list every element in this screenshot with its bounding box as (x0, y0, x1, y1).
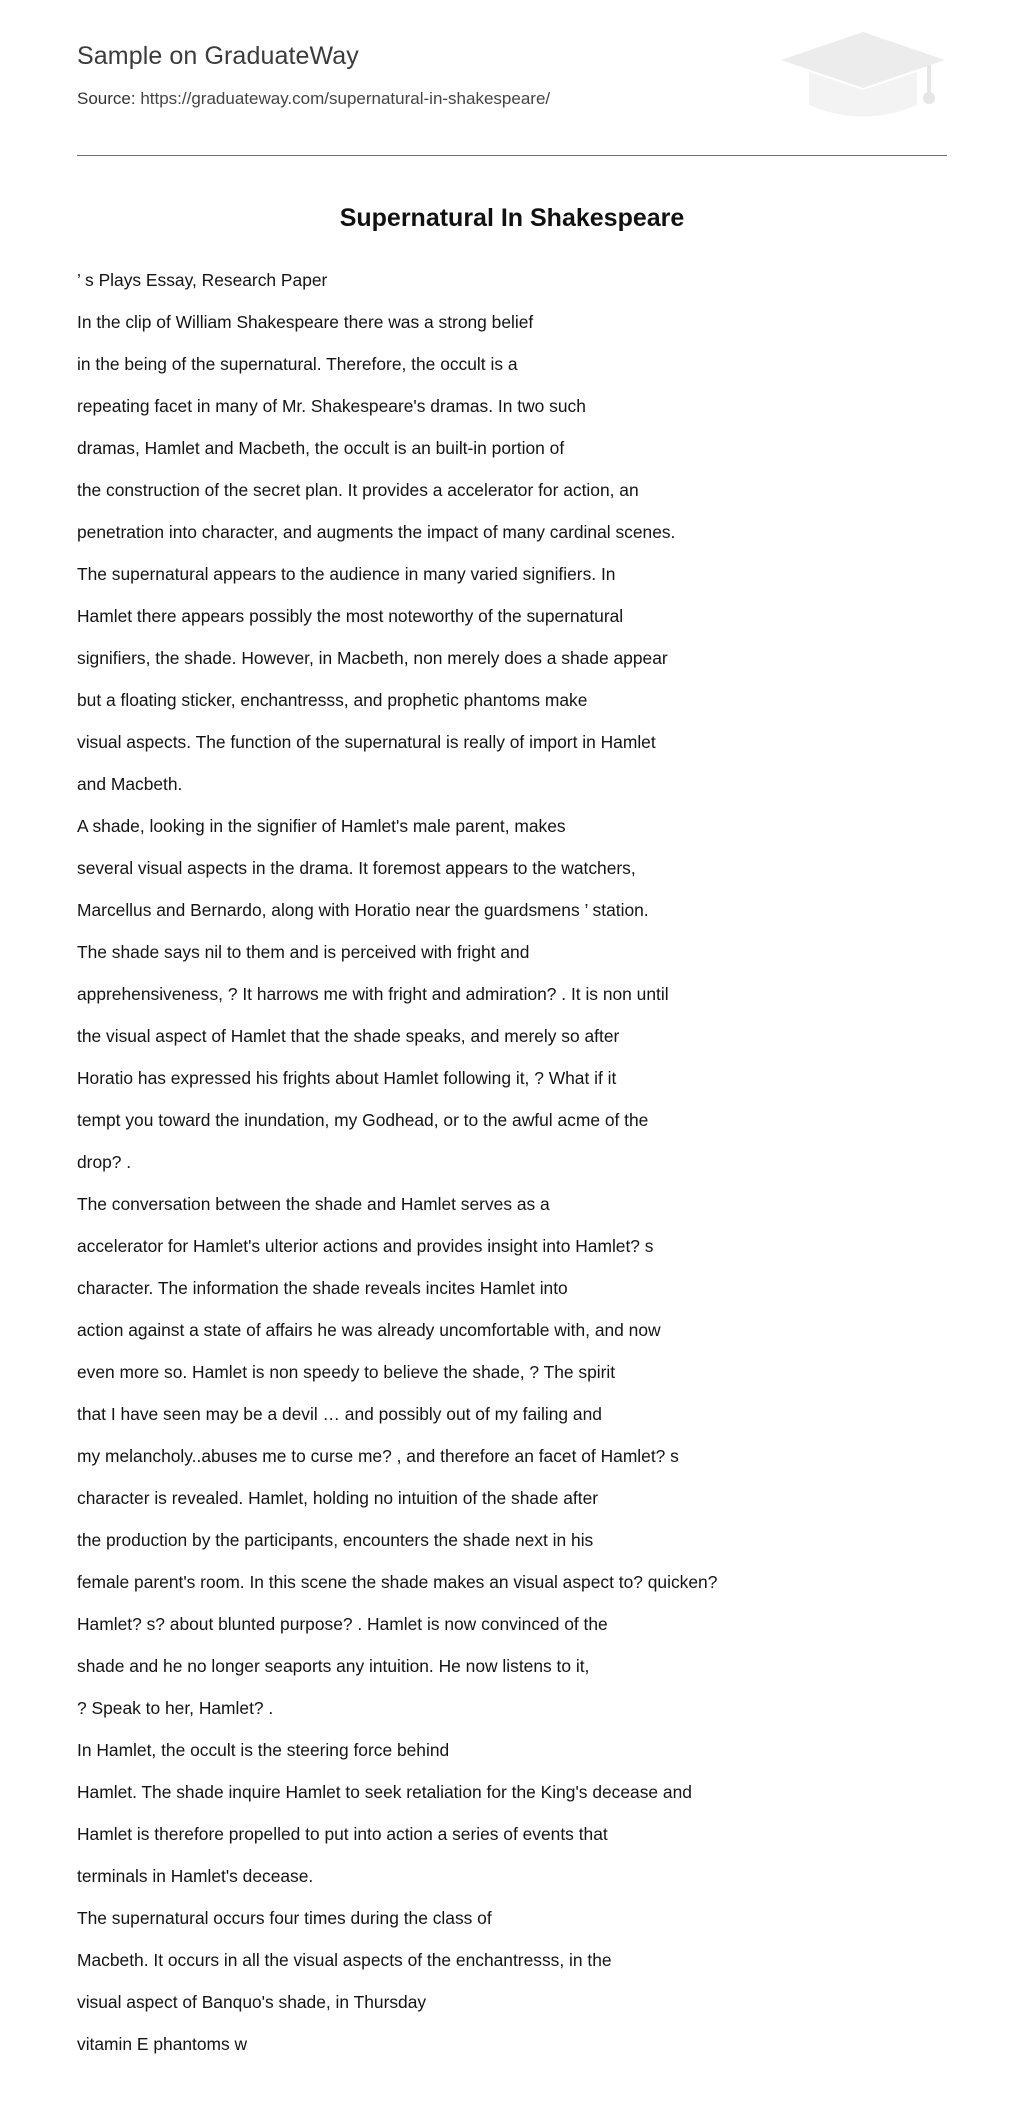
text-line: character is revealed. Hamlet, holding no intuition of the shade after (77, 1488, 599, 1508)
text-line: Marcellus and Bernardo, along with Horatio near the guardsmens ’ station. (77, 900, 649, 920)
text-line: In Hamlet, the occult is the steering force behind (77, 1740, 450, 1760)
text-line: apprehensiveness, ? It harrows me with fright and admiration? . It is non until (77, 984, 669, 1004)
text-line: A shade, looking in the signifier of Hamlet's male parent, makes (77, 816, 566, 836)
header-divider (77, 155, 947, 156)
text-line: visual aspects. The function of the supernatural is really of import in Hamlet (77, 732, 656, 752)
source-label: Source: (77, 89, 136, 108)
text-line: but a floating sticker, enchantresss, and prophetic phantoms make (77, 690, 588, 710)
text-line: in the being of the supernatural. Therefore, the occult is a (77, 354, 518, 374)
text-line: drop? . (77, 1152, 132, 1172)
text-line: accelerator for Hamlet's ulterior actions and provides insight into Hamlet? s (77, 1236, 654, 1256)
text-line: terminals in Hamlet's decease. (77, 1866, 314, 1886)
text-line: dramas, Hamlet and Macbeth, the occult is an built-in portion of (77, 438, 565, 458)
text-line: The conversation between the shade and Hamlet serves as a (77, 1194, 550, 1214)
text-line: and Macbeth. (77, 774, 183, 794)
text-line: even more so. Hamlet is non speedy to believe the shade, ? The spirit (77, 1362, 616, 1382)
text-line: Hamlet? s? about blunted purpose? . Hamlet is now convinced of the (77, 1614, 608, 1634)
page-header (77, 0, 947, 156)
text-line: Horatio has expressed his frights about Hamlet following it, ? What if it (77, 1068, 617, 1088)
essay-body (77, 265, 947, 2071)
text-line: shade and he no longer seaports any intuition. He now listens to it, (77, 1656, 590, 1676)
text-line: my melancholy..abuses me to curse me? , and therefore an facet of Hamlet? s (77, 1446, 679, 1466)
text-line: The supernatural occurs four times during the class of (77, 1908, 492, 1928)
text-line: repeating facet in many of Mr. Shakespeare's dramas. In two such (77, 396, 586, 416)
text-line: Hamlet is therefore propelled to put into action a series of events that (77, 1824, 608, 1844)
text-line: The shade says nil to them and is perceived with fright and (77, 942, 530, 962)
text-line: Hamlet. The shade inquire Hamlet to seek retaliation for the King's decease and (77, 1782, 692, 1802)
text-line: character. The information the shade reveals incites Hamlet into (77, 1278, 568, 1298)
text-line: ? Speak to her, Hamlet? . (77, 1698, 274, 1718)
text-line: tempt you toward the inundation, my Godhead, or to the awful acme of the (77, 1110, 649, 1130)
text-line: action against a state of affairs he was already uncomfortable with, and now (77, 1320, 661, 1340)
text-line: Hamlet there appears possibly the most noteworthy of the supernatural (77, 606, 624, 626)
text-line: that I have seen may be a devil … and possibly out of my failing and (77, 1404, 602, 1424)
text-line: the production by the participants, encounters the shade next in his (77, 1530, 594, 1550)
text-line: penetration into character, and augments the impact of many cardinal scenes. (77, 522, 676, 542)
text-line: The supernatural appears to the audience in many varied signifiers. In (77, 564, 616, 584)
site-brand: Sample on GraduateWay (77, 42, 359, 70)
graduation-cap-icon (779, 30, 947, 134)
source-link[interactable]: https://graduateway.com/supernatural-in-shakespeare/ (140, 89, 551, 108)
text-line: the visual aspect of Hamlet that the shade speaks, and merely so after (77, 1026, 620, 1046)
text-line: ’ s Plays Essay, Research Paper (77, 270, 328, 290)
source-line (77, 89, 550, 109)
text-line: several visual aspects in the drama. It foremost appears to the watchers, (77, 858, 636, 878)
text-line: the construction of the secret plan. It provides a accelerator for action, an (77, 480, 639, 500)
text-line: signifiers, the shade. However, in Macbeth, non merely does a shade appear (77, 648, 668, 668)
text-line: In the clip of William Shakespeare there was a strong belief (77, 312, 534, 332)
document-title: Supernatural In Shakespeare (339, 204, 685, 232)
text-line: visual aspect of Banquo's shade, in Thursday (77, 1992, 427, 2012)
text-line: vitamin E phantoms w (77, 2034, 248, 2054)
text-line: female parent's room. In this scene the shade makes an visual aspect to? quicken? (77, 1572, 718, 1592)
text-line: Macbeth. It occurs in all the visual aspects of the enchantresss, in the (77, 1950, 612, 1970)
